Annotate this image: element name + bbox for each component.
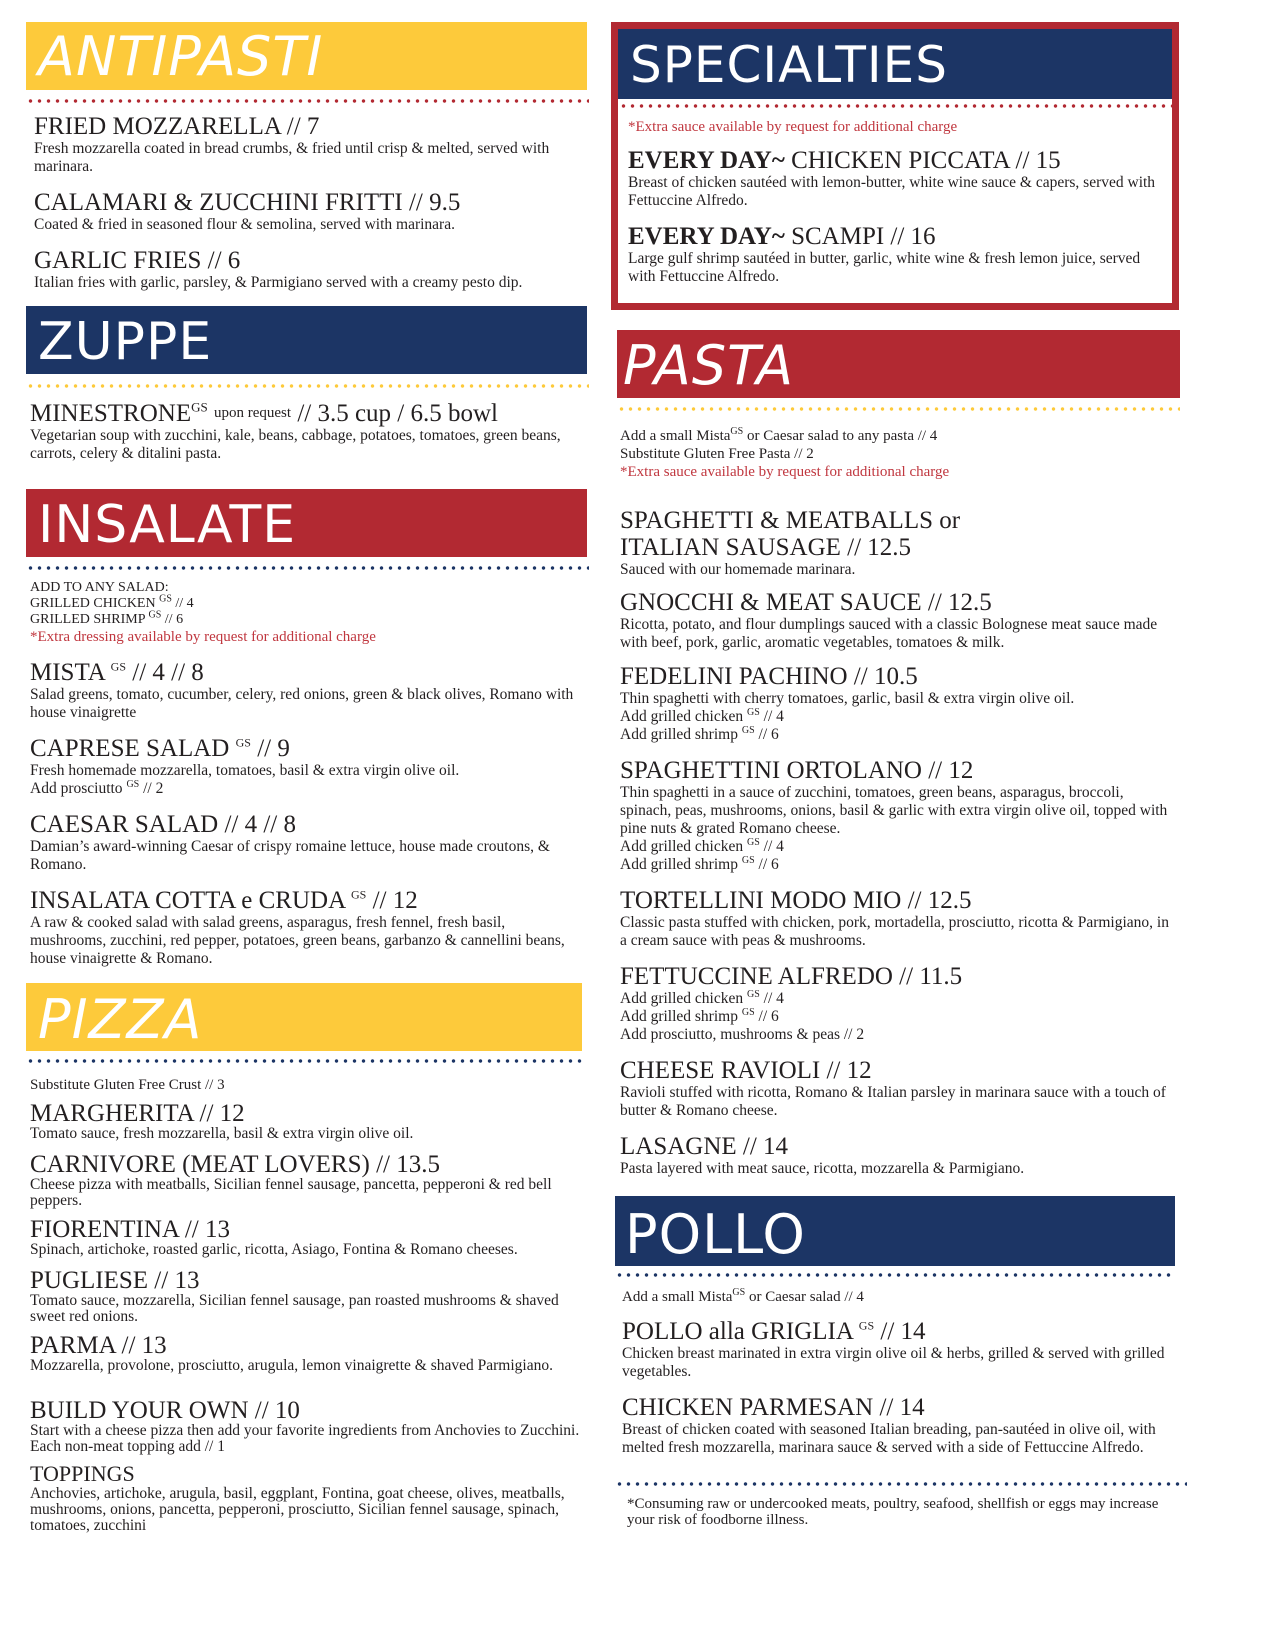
add-shrimp-label: Add grilled shrimp bbox=[620, 726, 738, 743]
item-description: Fresh homemade mozzarella, tomatoes, basil & extra virgin olive oil. bbox=[30, 762, 460, 779]
item-name: SPAGHETTINI ORTOLANO // 12 bbox=[620, 757, 974, 784]
item-name: GNOCCHI & MEAT SAUCE // 12.5 bbox=[620, 589, 992, 616]
footer-divider bbox=[615, 1482, 1187, 1486]
gluten-sensitive-mark: GS bbox=[732, 1287, 746, 1298]
menu-item bbox=[628, 147, 1163, 210]
menu-item bbox=[34, 189, 584, 234]
item-description: Thin spaghetti in a sauce of zucchini, tomatoes, green beans, asparagus, broccoli, spinach, peas, mushrooms, onions, basil & garlic with extra virgin olive oil, topped with pine nuts & grated Romano cheese. bbox=[620, 784, 1168, 837]
item-name: INSALATA COTTA e CRUDA bbox=[30, 887, 345, 914]
gluten-free-pasta-note: Substitute Gluten Free Pasta // 2 bbox=[620, 446, 814, 462]
item-name: MISTA bbox=[30, 659, 105, 686]
item-name: SCAMPI // 16 bbox=[784, 223, 936, 250]
gluten-sensitive-mark: GS bbox=[741, 724, 755, 736]
gluten-sensitive-mark: GS bbox=[746, 706, 760, 718]
item-description: Tomato sauce, mozzarella, Sicilian fennel sausage, pan roasted mushrooms & shaved sweet red onions. bbox=[30, 1292, 559, 1325]
menu-item bbox=[628, 223, 1163, 286]
item-description: Classic pasta stuffed with chicken, pork, mortadella, prosciutto, ricotta & Parmigiano, in a cream sauce with peas & mushrooms. bbox=[620, 914, 1169, 949]
gluten-sensitive-mark: GS bbox=[741, 854, 755, 866]
item-prefix: EVERY DAY~ bbox=[628, 147, 785, 174]
pollo-title: POLLO bbox=[625, 1203, 806, 1266]
item-description: Chicken breast marinated in extra virgin olive oil & herbs, grilled & served with grilled vegetables. bbox=[622, 1345, 1165, 1380]
item-name: GARLIC FRIES // 6 bbox=[34, 247, 241, 274]
add-mista-rest: or Caesar salad to any pasta // 4 bbox=[743, 428, 938, 444]
gluten-sensitive-mark: GS bbox=[741, 1006, 755, 1018]
gluten-sensitive-mark: GS bbox=[126, 778, 140, 790]
menu-item bbox=[620, 1133, 1175, 1178]
extra-sauce-note: *Extra sauce available by request for additional charge bbox=[628, 119, 958, 135]
pollo-header bbox=[615, 1196, 1175, 1266]
add-prosciutto-label: Add prosciutto bbox=[30, 780, 123, 797]
menu-item bbox=[620, 887, 1175, 950]
item-description: Anchovies, artichoke, arugula, basil, eggplant, Fontina, goat cheese, olives, meatballs, mushrooms, onions, pancetta, pepperoni, prosciutto, Sicilian fennel sausage, spinach, tomatoes, zucchini bbox=[30, 1485, 565, 1534]
item-price: // 9 bbox=[257, 735, 290, 762]
zuppe-divider bbox=[26, 384, 589, 388]
item-description: Spinach, artichoke, roasted garlic, ricotta, Asiago, Fontina & Romano cheeses. bbox=[30, 1241, 518, 1258]
item-name: FEDELINI PACHINO // 10.5 bbox=[620, 663, 918, 690]
menu-item bbox=[30, 1333, 585, 1374]
specialties-title: SPECIALTIES bbox=[630, 36, 948, 94]
item-name: LASAGNE // 14 bbox=[620, 1133, 789, 1160]
item-name: FRIED MOZZARELLA // 7 bbox=[34, 113, 320, 140]
pizza-header bbox=[26, 983, 582, 1051]
menu-item bbox=[30, 811, 585, 874]
pasta-divider bbox=[617, 407, 1180, 411]
antipasti-divider bbox=[26, 99, 589, 103]
add-prosciutto-line: Add prosciutto, mushrooms & peas // 2 bbox=[620, 1026, 865, 1043]
item-description: Damian’s award-winning Caesar of crispy romaine lettuce, house made croutons, & Romano. bbox=[30, 838, 550, 873]
add-shrimp-label: Add grilled shrimp bbox=[620, 856, 738, 873]
add-chicken-price: // 4 bbox=[759, 838, 784, 855]
add-to-salad bbox=[30, 580, 585, 646]
menu-item bbox=[30, 735, 585, 798]
gluten-sensitive-mark: GS bbox=[159, 593, 172, 605]
item-name: BUILD YOUR OWN // 10 bbox=[30, 1397, 300, 1424]
item-description: Cheese pizza with meatballs, Sicilian fennel sausage, pancetta, pepperoni & red bell peppers. bbox=[30, 1176, 552, 1209]
add-mista-label: Add a small Mista bbox=[620, 428, 731, 444]
pasta-title: PASTA bbox=[623, 334, 795, 397]
item-description: Thin spaghetti with cherry tomatoes, garlic, basil & extra virgin olive oil. bbox=[620, 690, 1075, 707]
item-name: MARGHERITA // 12 bbox=[30, 1100, 245, 1127]
add-shrimp-label: Add grilled shrimp bbox=[620, 1008, 738, 1025]
extra-dressing-note: *Extra dressing available by request for additional charge bbox=[30, 629, 376, 645]
item-description: Salad greens, tomato, cucumber, celery, red onions, green & black olives, Romano with house vinaigrette bbox=[30, 686, 574, 721]
item-price: // 3.5 cup / 6.5 bowl bbox=[297, 400, 498, 427]
menu-item bbox=[620, 507, 1175, 579]
pasta-notes bbox=[620, 427, 1175, 481]
add-chicken-label: Add grilled chicken bbox=[620, 708, 744, 725]
insalate-header bbox=[26, 489, 587, 557]
add-mista-label: Add a small Mista bbox=[622, 1289, 733, 1305]
item-price: // 14 bbox=[874, 1318, 926, 1345]
item-name: FIORENTINA // 13 bbox=[30, 1216, 230, 1243]
add-to-salad-title: ADD TO ANY SALAD: bbox=[30, 580, 169, 595]
insalate-divider bbox=[26, 566, 589, 570]
gluten-sensitive-mark: GS bbox=[351, 887, 367, 902]
menu-item bbox=[620, 1057, 1175, 1120]
gluten-sensitive-mark: GS bbox=[191, 399, 208, 415]
menu-item bbox=[620, 757, 1175, 874]
menu-item bbox=[30, 1462, 585, 1534]
item-description: A raw & cooked salad with salad greens, asparagus, fresh fennel, fresh basil, mushrooms, zucchini, red pepper, potatoes, green beans, garbanzo & cannellini beans, house vinaigrette & Romano. bbox=[30, 914, 565, 967]
insalate-title: INSALATE bbox=[38, 495, 297, 555]
menu-item bbox=[620, 963, 1175, 1044]
menu-item bbox=[30, 1152, 585, 1209]
add-shrimp-label: GRILLED SHRIMP bbox=[30, 612, 145, 627]
menu-item bbox=[622, 1394, 1177, 1457]
item-description: Ravioli stuffed with ricotta, Romano & Italian parsley in marinara sauce with a touch of butter & Romano cheese. bbox=[620, 1084, 1166, 1119]
add-shrimp-price: // 6 bbox=[754, 856, 779, 873]
item-description: Breast of chicken coated with seasoned Italian breading, pan-sautéed in olive oil, with melted fresh mozzarella, marinara sauce & served with a side of Fettuccine Alfredo. bbox=[622, 1421, 1156, 1456]
item-name: TOPPINGS bbox=[30, 1461, 135, 1486]
item-name: ITALIAN SAUSAGE // 12.5 bbox=[620, 534, 912, 561]
gluten-sensitive-mark: GS bbox=[235, 735, 251, 750]
item-name: FETTUCCINE ALFREDO // 11.5 bbox=[620, 963, 963, 990]
item-name: CHICKEN PARMESAN // 14 bbox=[622, 1394, 925, 1421]
item-description: Italian fries with garlic, parsley, & Parmigiano served with a creamy pesto dip. bbox=[34, 274, 523, 291]
zuppe-header bbox=[26, 306, 587, 374]
menu-item bbox=[30, 1217, 585, 1258]
antipasti-header bbox=[26, 22, 587, 90]
menu-item bbox=[30, 887, 585, 968]
item-description: Vegetarian soup with zucchini, kale, beans, cabbage, potatoes, tomatoes, green beans, carrots, celery & ditalini pasta. bbox=[30, 427, 561, 462]
menu-item bbox=[30, 400, 585, 463]
item-description: Sauced with our homemade marinara. bbox=[620, 561, 856, 578]
add-chicken-price: // 4 bbox=[759, 708, 784, 725]
item-name: CALAMARI & ZUCCHINI FRITTI // 9.5 bbox=[34, 189, 461, 216]
pizza-divider bbox=[26, 1059, 582, 1063]
item-price: // 12 bbox=[372, 887, 418, 914]
zuppe-title: ZUPPE bbox=[38, 312, 213, 372]
pizza-title: PIZZA bbox=[38, 988, 203, 1051]
gluten-sensitive-mark: GS bbox=[148, 609, 162, 621]
item-name: CAESAR SALAD // 4 // 8 bbox=[30, 811, 297, 838]
pizza-gluten-free-note: Substitute Gluten Free Crust // 3 bbox=[30, 1077, 225, 1093]
add-chicken-label: Add grilled chicken bbox=[620, 990, 744, 1007]
add-shrimp-price: // 6 bbox=[164, 612, 184, 627]
menu-item bbox=[30, 1268, 585, 1325]
menu-item bbox=[30, 659, 585, 722]
add-chicken-price: // 4 bbox=[175, 596, 194, 611]
specialties-header bbox=[618, 29, 1172, 99]
add-prosciutto-price: // 2 bbox=[143, 780, 164, 797]
antipasti-title: ANTIPASTI bbox=[38, 25, 324, 88]
item-name: SPAGHETTI & MEATBALLS or bbox=[620, 507, 961, 534]
gluten-sensitive-mark: GS bbox=[730, 426, 744, 437]
item-name: TORTELLINI MODO MIO // 12.5 bbox=[620, 887, 972, 914]
item-name: PUGLIESE // 13 bbox=[30, 1267, 200, 1294]
item-prefix: EVERY DAY~ bbox=[628, 223, 785, 250]
gluten-sensitive-mark: GS bbox=[746, 988, 760, 1000]
menu-item bbox=[620, 589, 1175, 652]
gluten-sensitive-mark: GS bbox=[110, 659, 126, 674]
item-upon-request: upon request bbox=[213, 405, 292, 421]
item-name: MINESTRONE bbox=[30, 400, 192, 427]
item-name: CAPRESE SALAD bbox=[30, 735, 230, 762]
add-chicken-label: Add grilled chicken bbox=[620, 838, 744, 855]
menu-item bbox=[34, 113, 584, 176]
item-description: Ricotta, potato, and flour dumplings sauced with a classic Bolognese meat sauce made with beef, pork, garlic, aromatic vegetables, tomatoes & milk. bbox=[620, 616, 1158, 651]
add-chicken-price: // 4 bbox=[759, 990, 784, 1007]
item-name: CARNIVORE (MEAT LOVERS) // 13.5 bbox=[30, 1151, 440, 1178]
item-description: Large gulf shrimp sautéed in butter, garlic, white wine & fresh lemon juice, served with Fettuccine Alfredo. bbox=[628, 250, 1141, 285]
add-chicken-label: GRILLED CHICKEN bbox=[30, 596, 156, 611]
item-name: PARMA // 13 bbox=[30, 1332, 167, 1359]
add-shrimp-price: // 6 bbox=[754, 726, 779, 743]
foodborne-illness-warning: *Consuming raw or undercooked meats, poultry, seafood, shellfish or eggs may increase your risk of foodborne illness. bbox=[627, 1496, 1159, 1528]
item-description: Breast of chicken sautéed with lemon-butter, white wine sauce & capers, served with Fettuccine Alfredo. bbox=[628, 174, 1156, 209]
menu-item bbox=[622, 1318, 1177, 1381]
gluten-sensitive-mark: GS bbox=[746, 836, 760, 848]
menu-item bbox=[620, 663, 1175, 744]
pollo-divider bbox=[615, 1273, 1175, 1277]
pasta-header bbox=[617, 330, 1180, 398]
item-description: Pasta layered with meat sauce, ricotta, mozzarella & Parmigiano. bbox=[620, 1160, 1025, 1177]
menu-item bbox=[34, 247, 584, 292]
item-description: Start with a cheese pizza then add your favorite ingredients from Anchovies to Zucchini. Each non-meat topping add // 1 bbox=[30, 1422, 580, 1455]
add-shrimp-price: // 6 bbox=[754, 1008, 779, 1025]
item-description: Coated & fried in seasoned flour & semolina, served with marinara. bbox=[34, 216, 455, 233]
item-name: CHICKEN PICCATA // 15 bbox=[784, 147, 1061, 174]
menu-item bbox=[30, 1101, 585, 1142]
item-price: // 4 // 8 bbox=[132, 659, 204, 686]
item-description: Tomato sauce, fresh mozzarella, basil & extra virgin olive oil. bbox=[30, 1125, 414, 1142]
specialties-divider bbox=[619, 104, 1172, 108]
item-name: POLLO alla GRIGLIA bbox=[622, 1318, 853, 1345]
item-description: Fresh mozzarella coated in bread crumbs, & fried until crisp & melted, served with marinara. bbox=[34, 140, 550, 175]
item-description: Mozzarella, provolone, prosciutto, arugula, lemon vinaigrette & shaved Parmigiano. bbox=[30, 1357, 553, 1374]
extra-sauce-note: *Extra sauce available by request for additional charge bbox=[620, 464, 950, 480]
menu-item bbox=[30, 1398, 585, 1455]
item-name: CHEESE RAVIOLI // 12 bbox=[620, 1057, 872, 1084]
add-mista-rest: or Caesar salad // 4 bbox=[745, 1289, 864, 1305]
gluten-sensitive-mark: GS bbox=[858, 1318, 875, 1333]
